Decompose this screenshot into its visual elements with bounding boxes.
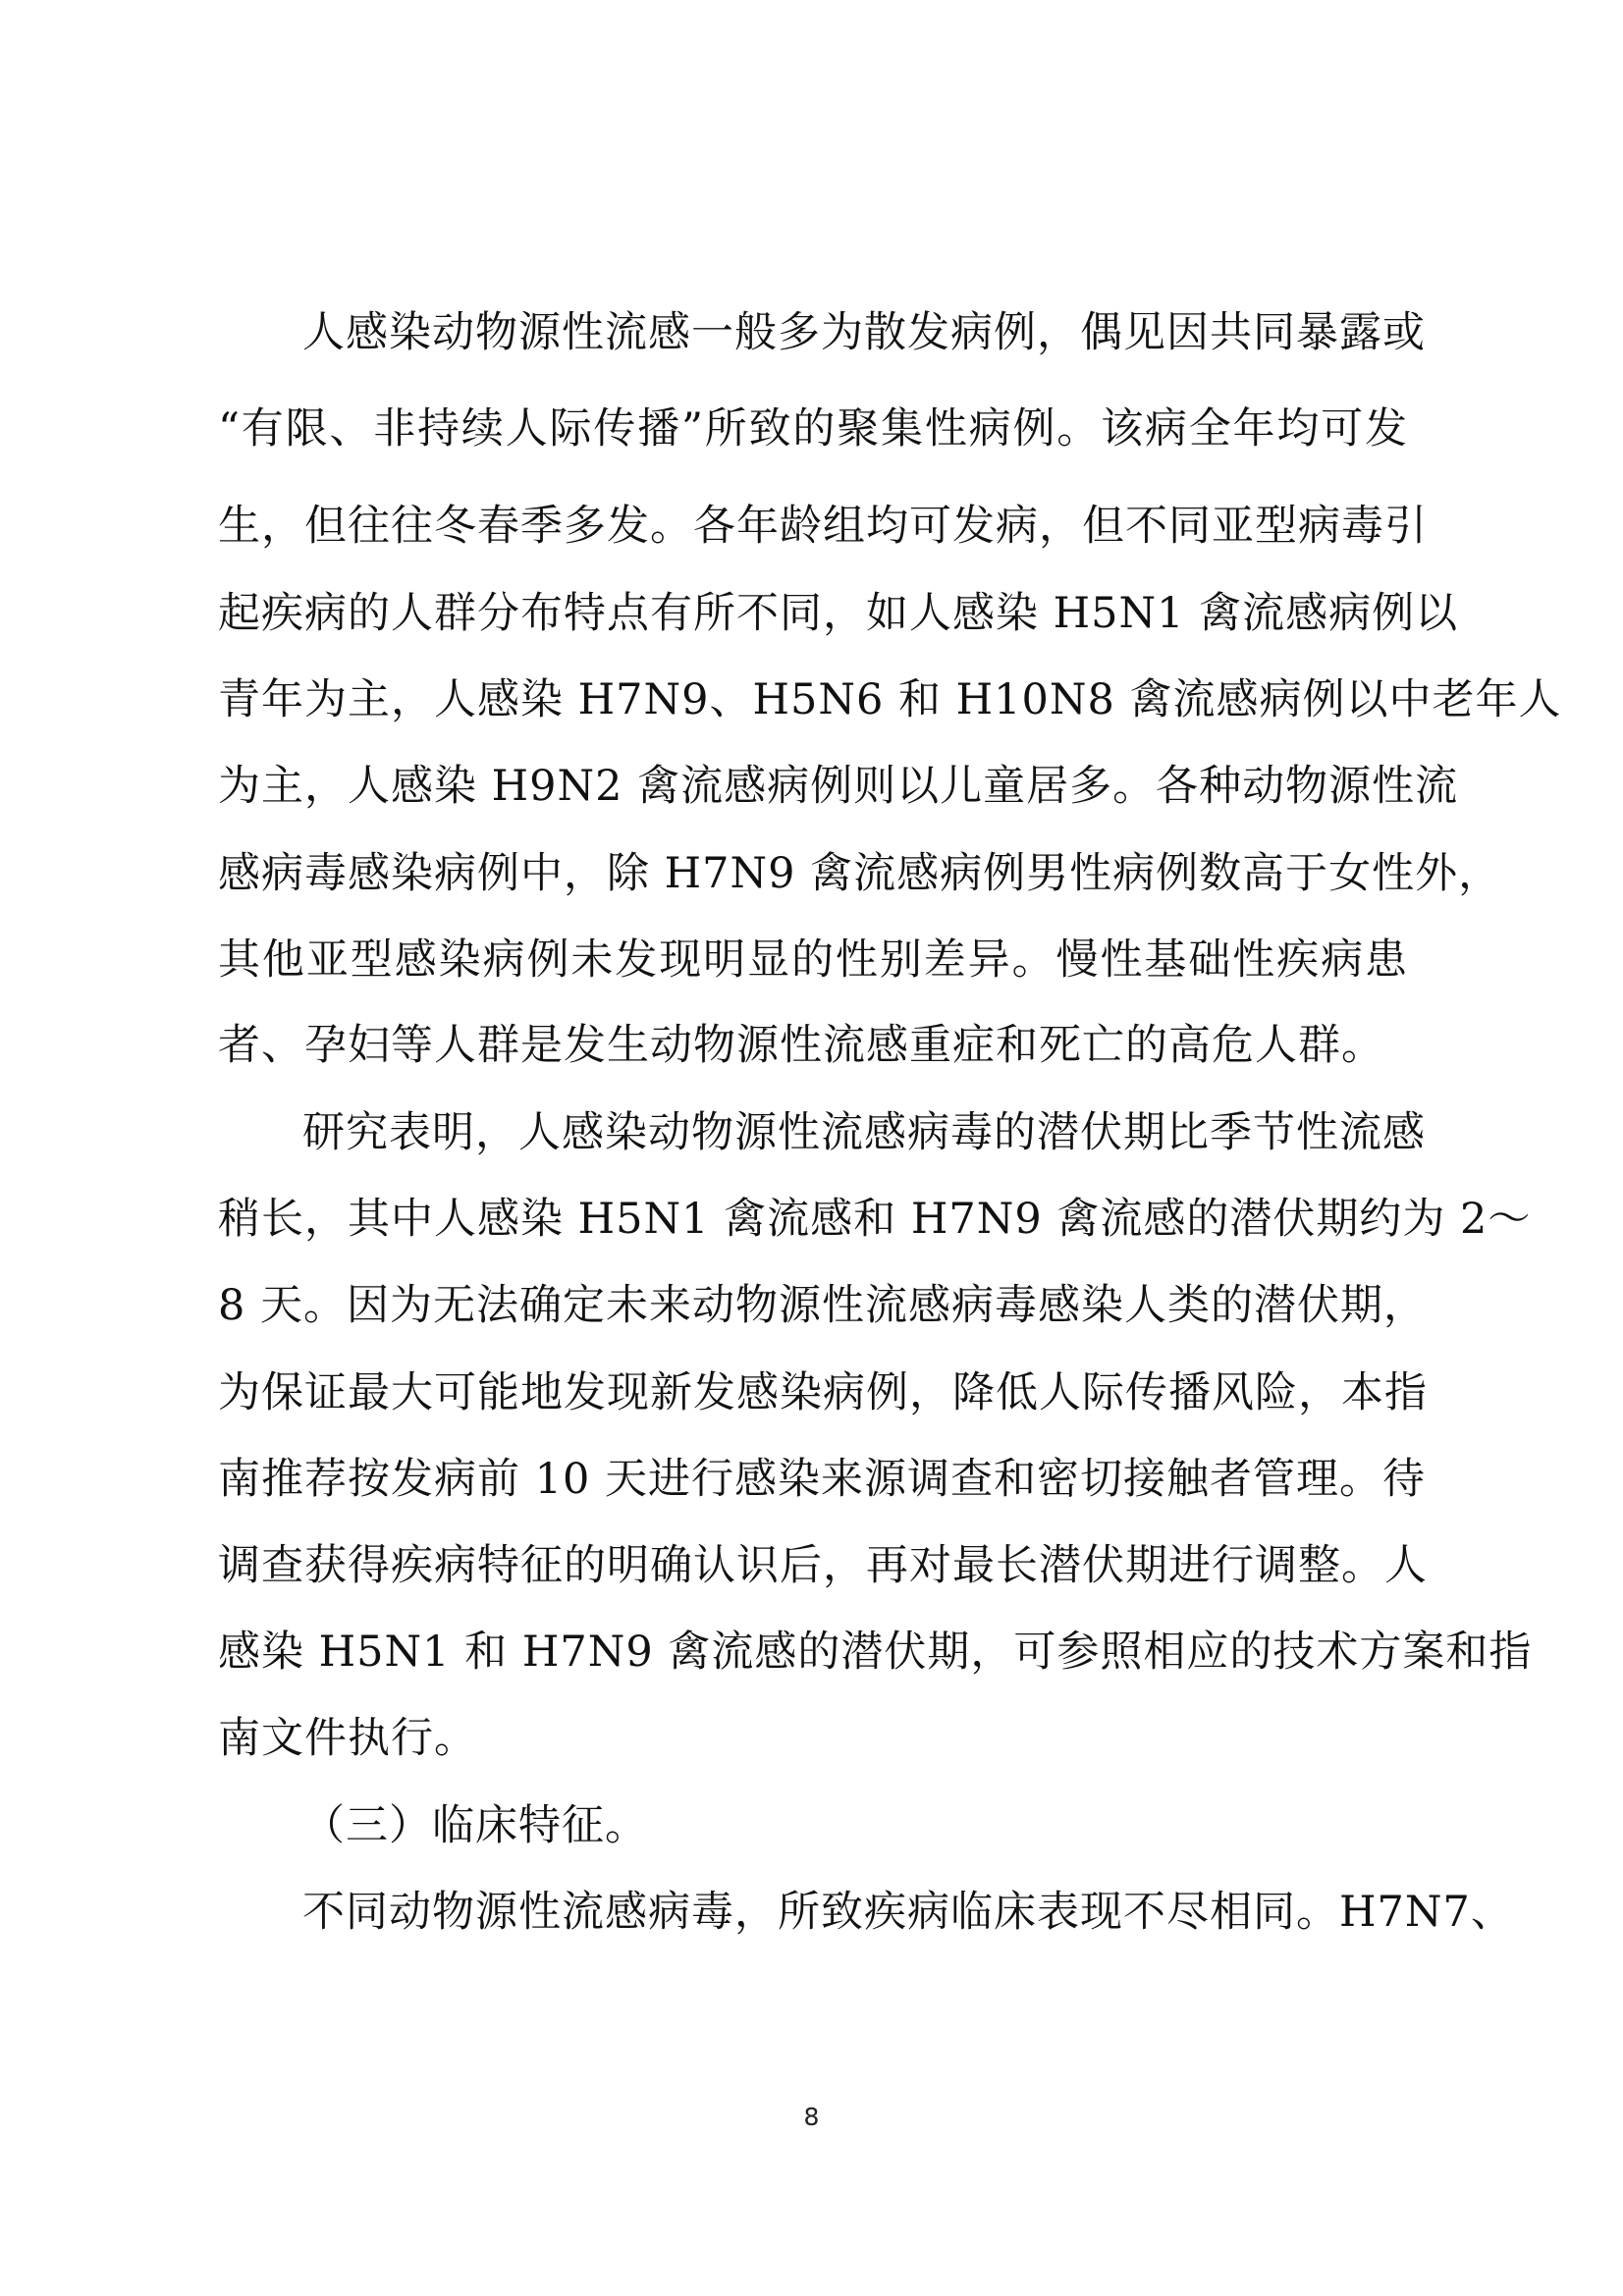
paragraph-1-line-8: 其他亚型感染病例未发现明显的性别差异。慢性基础性疾病患 bbox=[218, 935, 1408, 985]
paragraph-2-line-8: 南文件执行。 bbox=[218, 1714, 477, 1763]
paragraph-1-line-1: 人感染动物源性流感一般多为散发病例，偶见因共同暴露或 bbox=[302, 308, 1426, 357]
paragraph-1-line-5: 青年为主，人感染 H7N9、H5N6 和 H10N8 禽流感病例以中老年人 bbox=[218, 675, 1562, 724]
paragraph-1-line-2: “有限、非持续人际传播”所致的聚集性病例。该病全年均可发 bbox=[218, 404, 1408, 454]
paragraph-2-line-2: 稍长，其中人感染 H5N1 禽流感和 H7N9 禽流感的潜伏期约为 2～ bbox=[218, 1195, 1532, 1244]
paragraph-2-line-4: 为保证最大可能地发现新发感染病例，降低人际传播风险，本指 bbox=[218, 1368, 1428, 1417]
paragraph-2-line-3: 8 天。因为无法确定未来动物源性流感病毒感染人类的潜伏期， bbox=[218, 1281, 1428, 1330]
paragraph-3-line-1: 不同动物源性流感病毒，所致疾病临床表现不尽相同。H7N7、 bbox=[302, 1888, 1514, 1937]
section-heading: （三）临床特征。 bbox=[302, 1801, 648, 1850]
paragraph-1-line-9: 者、孕妇等人群是发生动物源性流感重症和死亡的高危人群。 bbox=[218, 1021, 1384, 1070]
paragraph-1-line-7: 感病毒感染病例中，除 H7N9 禽流感病例男性病例数高于女性外， bbox=[218, 849, 1502, 898]
paragraph-1-line-4: 起疾病的人群分布特点有所不同，如人感染 H5N1 禽流感病例以 bbox=[218, 589, 1459, 638]
paragraph-2-line-5: 南推荐按发病前 10 天进行感染来源调查和密切接触者管理。待 bbox=[218, 1455, 1427, 1504]
paragraph-2-line-7: 感染 H5N1 和 H7N9 禽流感的潜伏期，可参照相应的技术方案和指 bbox=[218, 1628, 1533, 1677]
paragraph-1-line-3: 生，但往往冬春季多发。各年龄组均可发病，但不同亚型病毒引 bbox=[218, 502, 1428, 551]
page-number: 8 bbox=[803, 2103, 820, 2131]
paragraph-2-line-1: 研究表明，人感染动物源性流感病毒的潜伏期比季节性流感 bbox=[302, 1108, 1426, 1157]
paragraph-2-line-6: 调查获得疾病特征的明确认识后，再对最长潜伏期进行调整。人 bbox=[218, 1541, 1428, 1590]
paragraph-1-line-6: 为主，人感染 H9N2 禽流感病例则以儿童居多。各种动物源性流 bbox=[218, 762, 1459, 811]
